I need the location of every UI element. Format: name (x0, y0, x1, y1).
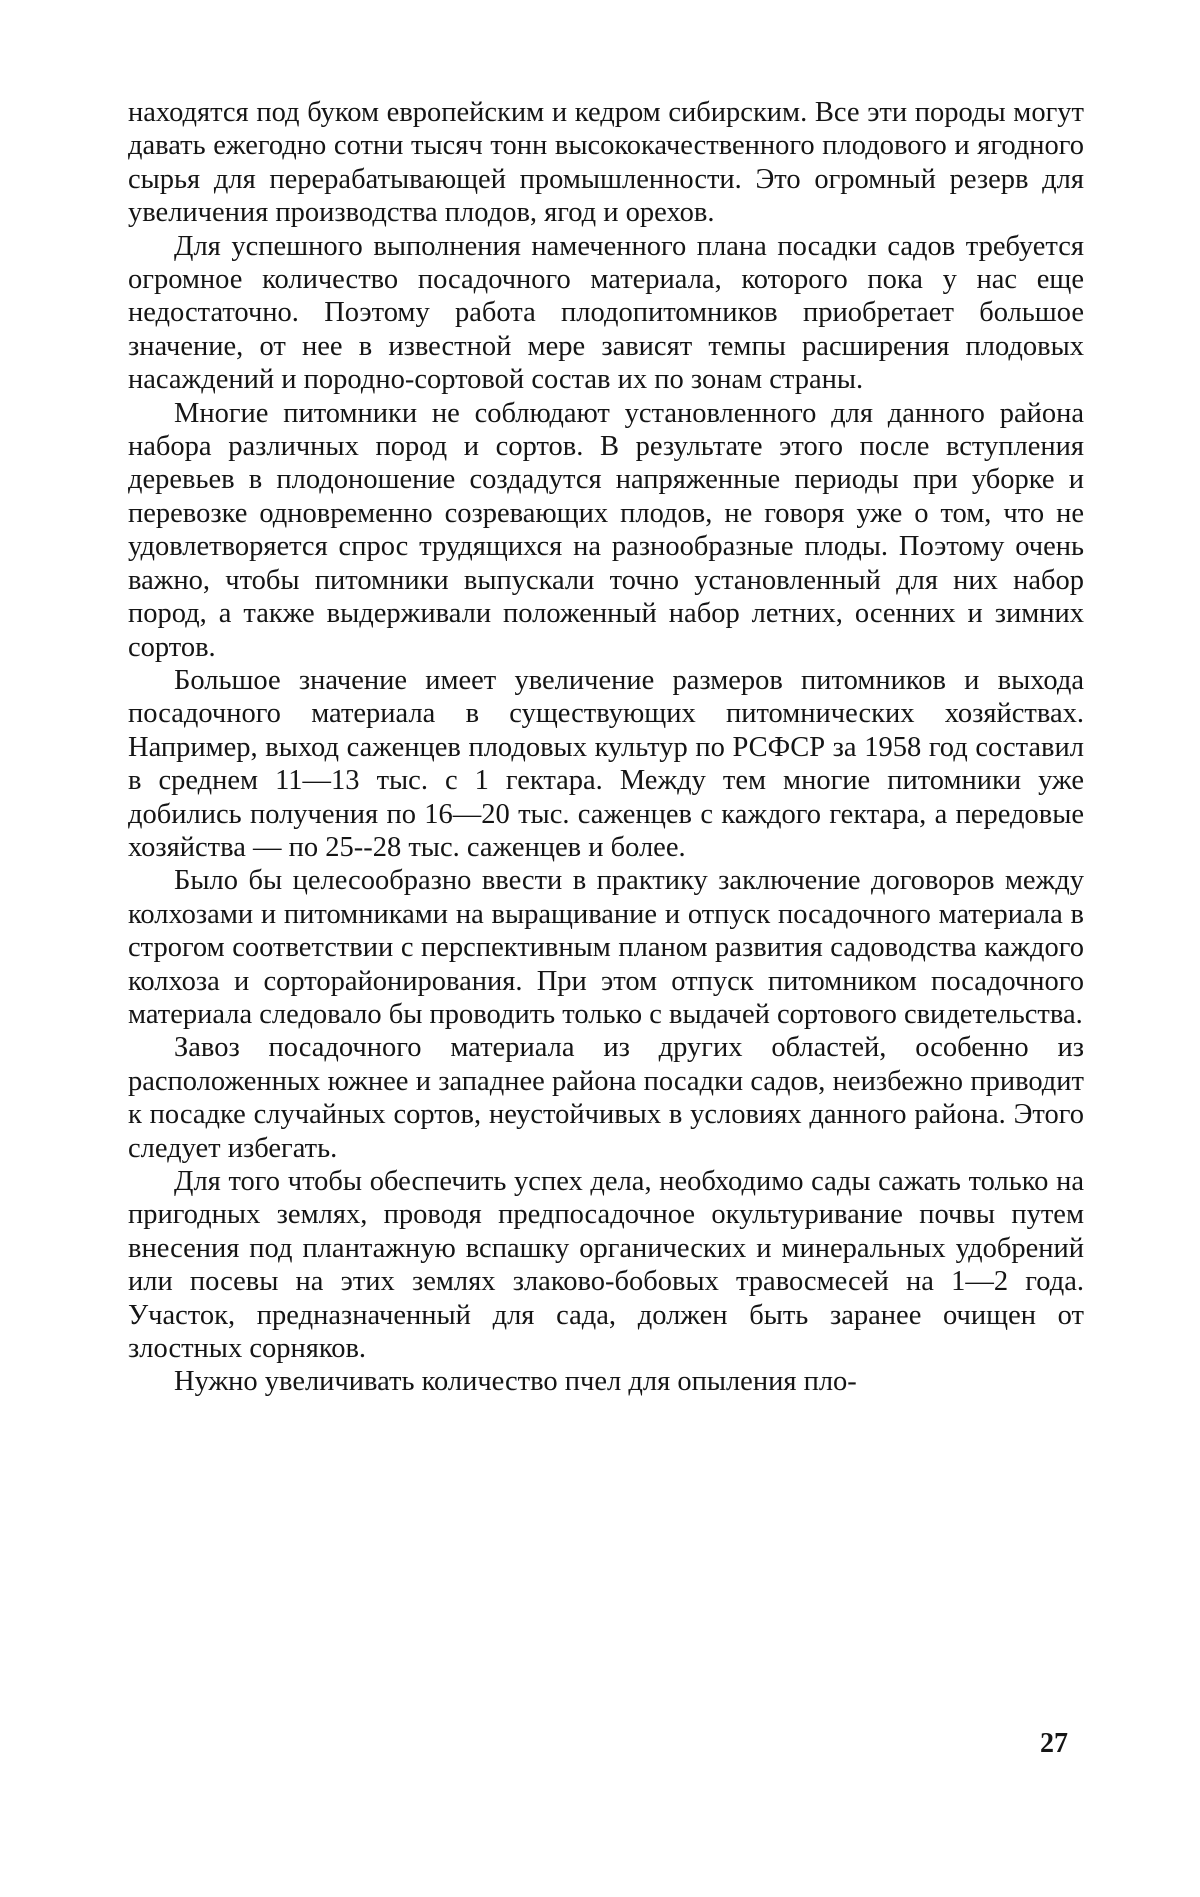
page-number: 27 (1040, 1728, 1068, 1759)
paragraph: Для того чтобы обеспечить успех дела, необходимо сады сажать только на пригодных землях, проводя предпосадочное окультуривание почвы путем внесения под плантажную вспашку органических и минеральных удобрений или посевы на этих землях злаково-бобовых травосмесей на 1—2 года. Участок, предназначенный для сада, должен быть заранее очищен от злостных сорняков. (128, 1166, 1084, 1365)
paragraph: Нужно увеличивать количество пчел для опыления пло- (174, 1366, 857, 1398)
paragraph: Для успешного выполнения намеченного плана посадки садов требуется огромное количество посадочного материала, которого пока у нас еще недостаточно. Поэтому работа плодопитомников приобретает большое значение, от нее в известной мере зависят темпы расширения плодовых насаждений и породно-сортовой состав их по зонам страны. (128, 230, 1084, 396)
paragraph: Многие питомники не соблюдают установленного для данного района набора различных пород и сортов. В результате этого после вступления деревьев в плодоношение создадутся напряженные периоды при уборке и перевозке одновременно созревающих плодов, не говоря уже о том, что не удовлетворяется спрос трудящихся на разнообразные плоды. Поэтому очень важно, чтобы питомники выпускали точно установленный для них набор пород, а также выдерживали положенный набор летних, осенних и зимних сортов. (128, 397, 1084, 663)
paragraph: Завоз посадочного материала из других областей, особенно из расположенных южнее и западнее района посадки садов, неизбежно приводит к посадке случайных сортов, неустойчивых в условиях данного района. Этого следует избегать. (128, 1032, 1084, 1164)
body-text (128, 96, 1084, 1399)
paragraph: Было бы целесообразно ввести в практику заключение договоров между колхозами и питомниками на выращивание и отпуск посадочного материала в строгом соответствии с перспективным планом развития садоводства каждого колхоза и сорторайонирования. При этом отпуск питомником посадочного материала следовало бы проводить только с выдачей сортового свидетельства. (128, 865, 1084, 1030)
paragraph-continuation: находятся под буком европейским и кедром сибирским. Все эти породы могут давать ежегодно сотни тысяч тонн высококачественного плодового и ягодного сырья для перерабатывающей промышленности. Это огромный резерв для увеличения производства плодов, ягод и орехов. (128, 97, 1084, 229)
paragraph: Большое значение имеет увеличение размеров питомников и выхода посадочного материала в существующих питомнических хозяйствах. Например, выход саженцев плодовых культур по РСФСР за 1958 год составил в среднем 11—13 тыс. с 1 гектара. Между тем многие питомники уже добились получения по 16—20 тыс. саженцев с каждого гектара, а передовые хозяйства — по 25--28 тыс. саженцев и более. (128, 664, 1084, 863)
